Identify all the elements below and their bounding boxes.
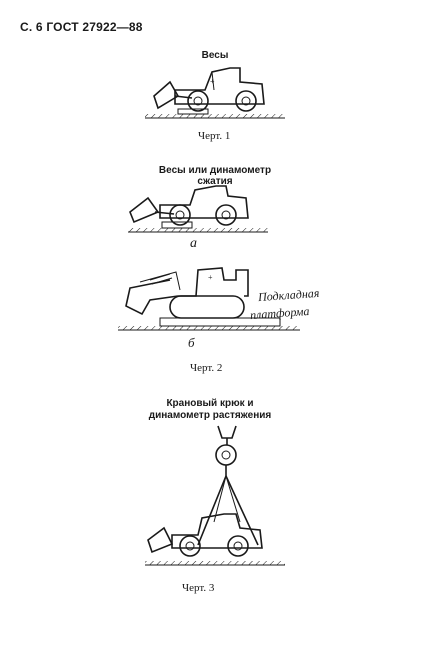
fig2b-crawler-drawing bbox=[118, 268, 300, 330]
fig2-caption: Черт. 2 bbox=[190, 362, 223, 374]
fig2a-ground-hatch bbox=[128, 228, 268, 232]
platform-label-line1: Подкладная bbox=[257, 285, 320, 305]
fig3-label-line2: динамометр растяжения bbox=[148, 410, 272, 421]
fig2b-platform bbox=[160, 318, 280, 326]
fig3-body-outline bbox=[172, 514, 262, 548]
fig3-front-wheel bbox=[180, 536, 200, 556]
fig3-bucket bbox=[148, 528, 172, 552]
fig2-sub-b-label: б bbox=[188, 335, 195, 350]
svg-text:+: + bbox=[208, 273, 213, 282]
sling-left bbox=[198, 476, 226, 545]
svg-text:+: + bbox=[210, 77, 215, 86]
fig1-front-wheel bbox=[188, 91, 208, 111]
fig3-crane-drawing bbox=[145, 426, 285, 565]
tension-dynamometer bbox=[216, 445, 236, 465]
platform-label-line2: платформа bbox=[249, 303, 310, 323]
fig2a-rear-wheel bbox=[216, 205, 236, 225]
page-header: С. 6 ГОСТ 27922—88 bbox=[20, 20, 143, 34]
fig1-loader-drawing bbox=[145, 68, 285, 118]
fig2-sub-a-label: а bbox=[190, 236, 197, 251]
fig2b-body-outline bbox=[178, 268, 248, 296]
fig1-ground-hatch bbox=[145, 114, 285, 118]
fig2a-loader-drawing bbox=[128, 186, 268, 232]
fig1-caption: Черт. 1 bbox=[198, 130, 231, 142]
fig1-scale-label: Весы bbox=[201, 50, 229, 61]
sling-right bbox=[226, 476, 258, 545]
crane-hook bbox=[218, 426, 236, 438]
fig2-scale-label: Весы или динамометр сжатия bbox=[158, 165, 272, 187]
fig3-label-line1: Крановый крюк и bbox=[166, 398, 254, 409]
fig3-caption: Черт. 3 bbox=[182, 582, 215, 594]
fig2b-ground-hatch bbox=[118, 326, 300, 330]
fig1-rear-wheel bbox=[236, 91, 256, 111]
fig3-ground-hatch bbox=[145, 561, 285, 565]
fig2a-bucket bbox=[130, 198, 158, 222]
fig2b-track bbox=[170, 296, 244, 318]
fig3-rear-wheel bbox=[228, 536, 248, 556]
